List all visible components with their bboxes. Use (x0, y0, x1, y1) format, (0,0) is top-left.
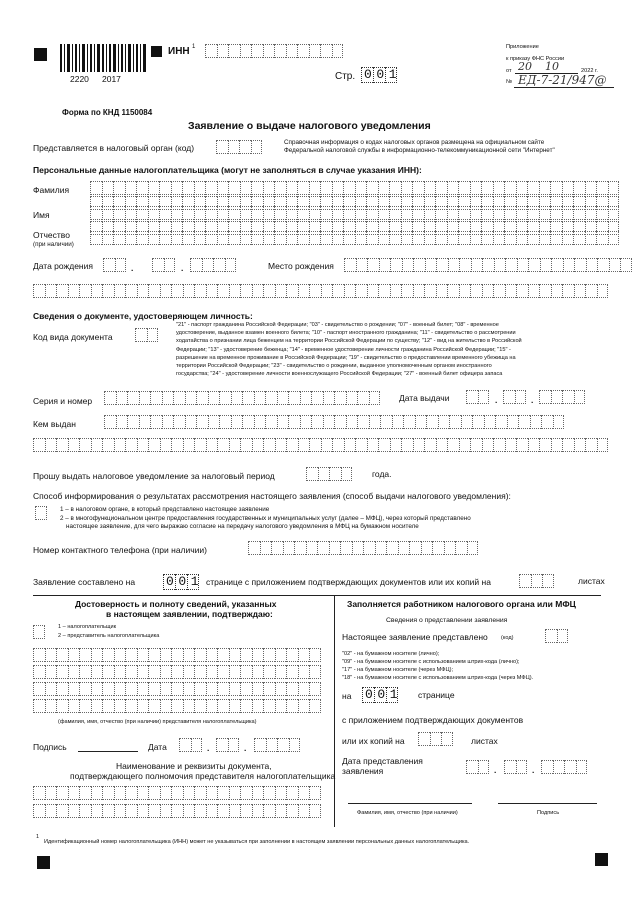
representative-fio-row-1[interactable] (33, 648, 321, 662)
period-suffix: года. (372, 469, 392, 479)
signature-label: Подпись (33, 742, 67, 752)
tax-authority-code-input[interactable] (216, 140, 262, 154)
document-type-input[interactable] (135, 328, 158, 342)
copies-sheets-input[interactable] (418, 732, 453, 746)
submitted-pages-value: 001 (365, 687, 403, 702)
document-type-help-line: государства; "24" - удостоверение личности военнослужащего Российской Федерации; "27" - военный билет офицера запаса (176, 371, 503, 378)
appendix-line-1: Приложение (506, 44, 539, 50)
submitted-code-hint: (код) (501, 635, 514, 641)
birth-month-input[interactable] (152, 258, 175, 272)
document-type-help-line: территории Российской Федерации; "23" - свидетельство о рождении, выданное уполномоченным органом иностранного (176, 363, 492, 369)
surname-label: Фамилия (33, 185, 70, 195)
sheets-label: листах (471, 736, 498, 746)
period-year-input[interactable] (306, 467, 352, 481)
appendix-line-4-prefix: № (506, 79, 513, 85)
barcode-number-right: 2017 (102, 74, 121, 84)
official-fio-line[interactable] (348, 803, 472, 804)
tax-authority-note-1: Справочная информация о кодах налоговых органов размещена на официальном сайте (284, 139, 545, 146)
confirm-option-1: 1 – налогоплательщик (58, 624, 117, 630)
surname-input[interactable] (90, 181, 619, 195)
submission-day-input[interactable] (466, 760, 489, 774)
appendix-line-3-prefix: от (506, 68, 512, 74)
representative-fio-row-3[interactable] (33, 682, 321, 696)
handwritten-date-day: 20 (518, 60, 532, 73)
issued-by-input-row-2[interactable] (33, 438, 608, 452)
composed-middle: странице с приложением подтверждающих документов или их копий на (206, 577, 491, 587)
auth-doc-heading-1: Наименование и реквизиты документа, (116, 761, 272, 771)
submitted-label: Настоящее заявление представлено (342, 632, 488, 642)
birth-place-input[interactable] (344, 258, 632, 272)
signature-line[interactable] (78, 751, 138, 752)
sign-day-input[interactable] (179, 738, 202, 752)
corner-marker-bottom-left (37, 856, 50, 869)
issued-by-label: Кем выдан (33, 419, 76, 429)
method-option-2b: настоящее заявление, для чего выражаю согласие на передачу налогового уведомления в МФЦ на бумажном носителе (66, 523, 419, 530)
page-word: странице (418, 690, 455, 700)
tax-authority-label: Представляется в налоговый орган (код) (33, 143, 195, 153)
document-type-help-line: "21" - паспорт гражданина Российской Федерации; "03" - свидетельство о рождении; "07" - военный билет; "08" - временное (176, 322, 499, 328)
handwritten-date-month: 10 (545, 60, 559, 73)
document-type-help-line: ходатайства о признании лица беженцем на территории Российской Федерации по существу; "12" - вид на жительство в Российской (176, 338, 522, 345)
patronymic-input[interactable] (90, 231, 619, 245)
page-number-value: 001 (364, 67, 402, 82)
form-knd-code: Форма по КНД 1150084 (62, 108, 153, 117)
issue-year-input[interactable] (539, 390, 585, 404)
footnote-text: Идентификационный номер налогоплательщика (ИНН) может не указываться при заполнении в настоящем заявлении персональных данных налогоплательщика. (44, 839, 470, 845)
inn-input[interactable] (205, 44, 343, 58)
barcode-number-left: 2220 (70, 74, 89, 84)
official-signature-caption: Подпись (537, 810, 560, 816)
code-option-09: "09" - на бумажном носителе с использованием штрих-кода (лично); (342, 659, 520, 665)
sign-month-input[interactable] (216, 738, 239, 752)
birth-date-label: Дата рождения (33, 261, 93, 271)
code-option-02: "02" - на бумажном носителе (лично); (342, 651, 440, 657)
representative-fio-row-4[interactable] (33, 699, 321, 713)
method-heading: Способ информирования о результатах рассмотрения настоящего заявления (способ выдачи налогового уведомления): (33, 491, 511, 501)
submission-year-input[interactable] (541, 760, 587, 774)
patronymic-label: Отчество (33, 230, 70, 240)
phone-label: Номер контактного телефона (при наличии) (33, 545, 208, 555)
phone-input[interactable] (248, 541, 478, 555)
composed-suffix: листах (578, 576, 605, 586)
document-heading: Сведения о документе, удостоверяющем личность: (33, 311, 253, 321)
confirm-option-2: 2 – представитель налогоплательщика (58, 633, 160, 639)
attach-label: с приложением подтверждающих документов (342, 715, 524, 725)
method-choice-input[interactable] (35, 506, 47, 520)
form-title: Заявление о выдаче налогового уведомления (188, 120, 431, 132)
official-fio-caption: Фамилия, имя, отчество (при наличии) (357, 810, 458, 816)
sign-year-input[interactable] (254, 738, 300, 752)
official-signature-line[interactable] (498, 803, 597, 804)
appendix-line-2: к приказу ФНС России (506, 56, 565, 62)
issued-by-input[interactable] (104, 415, 564, 429)
official-subheading: Сведения о представлении заявления (386, 617, 508, 624)
tax-authority-note-2: Федеральной налоговой службы в информационно-телекоммуникационной сети "Интернет" (284, 147, 555, 154)
document-type-label: Код вида документа (33, 332, 113, 342)
inn-footnote-mark: 1 (192, 44, 196, 50)
birth-place-label: Место рождения (268, 261, 334, 271)
copies-label: или их копий на (342, 736, 405, 746)
footnote-mark: 1 (36, 834, 40, 840)
series-number-label: Серия и номер (33, 396, 93, 406)
confirm-heading-1: Достоверность и полноту сведений, указанных (75, 599, 277, 609)
official-heading: Заполняется работником налогового органа или МФЦ (347, 599, 576, 609)
document-type-help-line: разрешение на временное проживание в Российской Федерации; "19" - свидетельство о предоставлении временного убежища на (176, 354, 516, 361)
birth-year-input[interactable] (190, 258, 236, 272)
barcode-image (60, 44, 146, 72)
composed-pages-value: 001 (166, 574, 204, 589)
submission-date-label-2: заявления (342, 766, 384, 776)
confirm-heading-2: в настоящем заявлении, подтверждаю: (106, 609, 273, 619)
handwritten-order-number: ЕД-7-21/947@ (518, 73, 607, 87)
method-option-1: 1 – в налоговом органе, в который представлено настоящее заявление (60, 506, 270, 513)
document-type-help-line: Федерации; "13" - удостоверение беженца; "14" - временное удостоверение личности гражданина Российской Федерации; "15" - (176, 346, 511, 353)
series-number-input[interactable] (104, 391, 380, 405)
name-label: Имя (33, 210, 50, 220)
submission-date-label-1: Дата представления (342, 756, 423, 766)
issue-month-input[interactable] (503, 390, 526, 404)
sign-date-label: Дата (148, 742, 167, 752)
personal-heading: Персональные данные налогоплательщика (могут не заполняться в случае указания ИНН): (33, 165, 422, 175)
period-label: Прошу выдать налоговое уведомление за налоговый период (33, 471, 275, 481)
representative-fio-caption: (фамилия, имя, отчество (при наличии) представителя налогоплательщика) (58, 719, 257, 725)
submission-month-input[interactable] (504, 760, 527, 774)
corner-marker-top-left (34, 48, 47, 61)
confirm-who-input[interactable] (33, 625, 45, 639)
issue-day-input[interactable] (466, 390, 489, 404)
inn-label: ИНН (168, 46, 190, 57)
issue-date-label: Дата выдачи (399, 393, 450, 403)
composed-prefix: Заявление составлено на (33, 577, 136, 587)
appendix-line-3-year: 2022 г. (581, 68, 598, 74)
auth-doc-row-2[interactable] (33, 804, 321, 818)
birth-day-input[interactable] (103, 258, 126, 272)
corner-marker-bottom-right (595, 853, 608, 866)
method-option-2a: 2 – в многофункциональном центре предоставления государственных и муниципальных услуг (далее – МФЦ), через который представлено (60, 515, 471, 522)
auth-doc-heading-2: подтверждающего полномочия представителя налогоплательщика (70, 771, 336, 781)
document-type-help-line: удостоверение, выданное взамен военного билета; "10" - паспорт иностранного гражданина; "11" - свидетельство о рассмотрении (176, 330, 516, 337)
corner-marker-top-mid (151, 46, 162, 57)
on-label: на (342, 691, 352, 701)
page-label: Стр. (335, 71, 356, 82)
name-input[interactable] (90, 206, 619, 220)
birth-place-input-row-2[interactable] (33, 284, 608, 298)
patronymic-note: (при наличии) (33, 241, 74, 248)
code-option-17: "17" - на бумажном носителе (через МФЦ); (342, 667, 454, 673)
code-option-18: "18" - на бумажном носителе с использованием штрих-кода (через МФЦ). (342, 675, 534, 681)
representative-fio-row-2[interactable] (33, 665, 321, 679)
attachment-sheets-input[interactable] (519, 574, 554, 588)
submission-code-input[interactable] (545, 629, 568, 643)
auth-doc-row-1[interactable] (33, 786, 321, 800)
